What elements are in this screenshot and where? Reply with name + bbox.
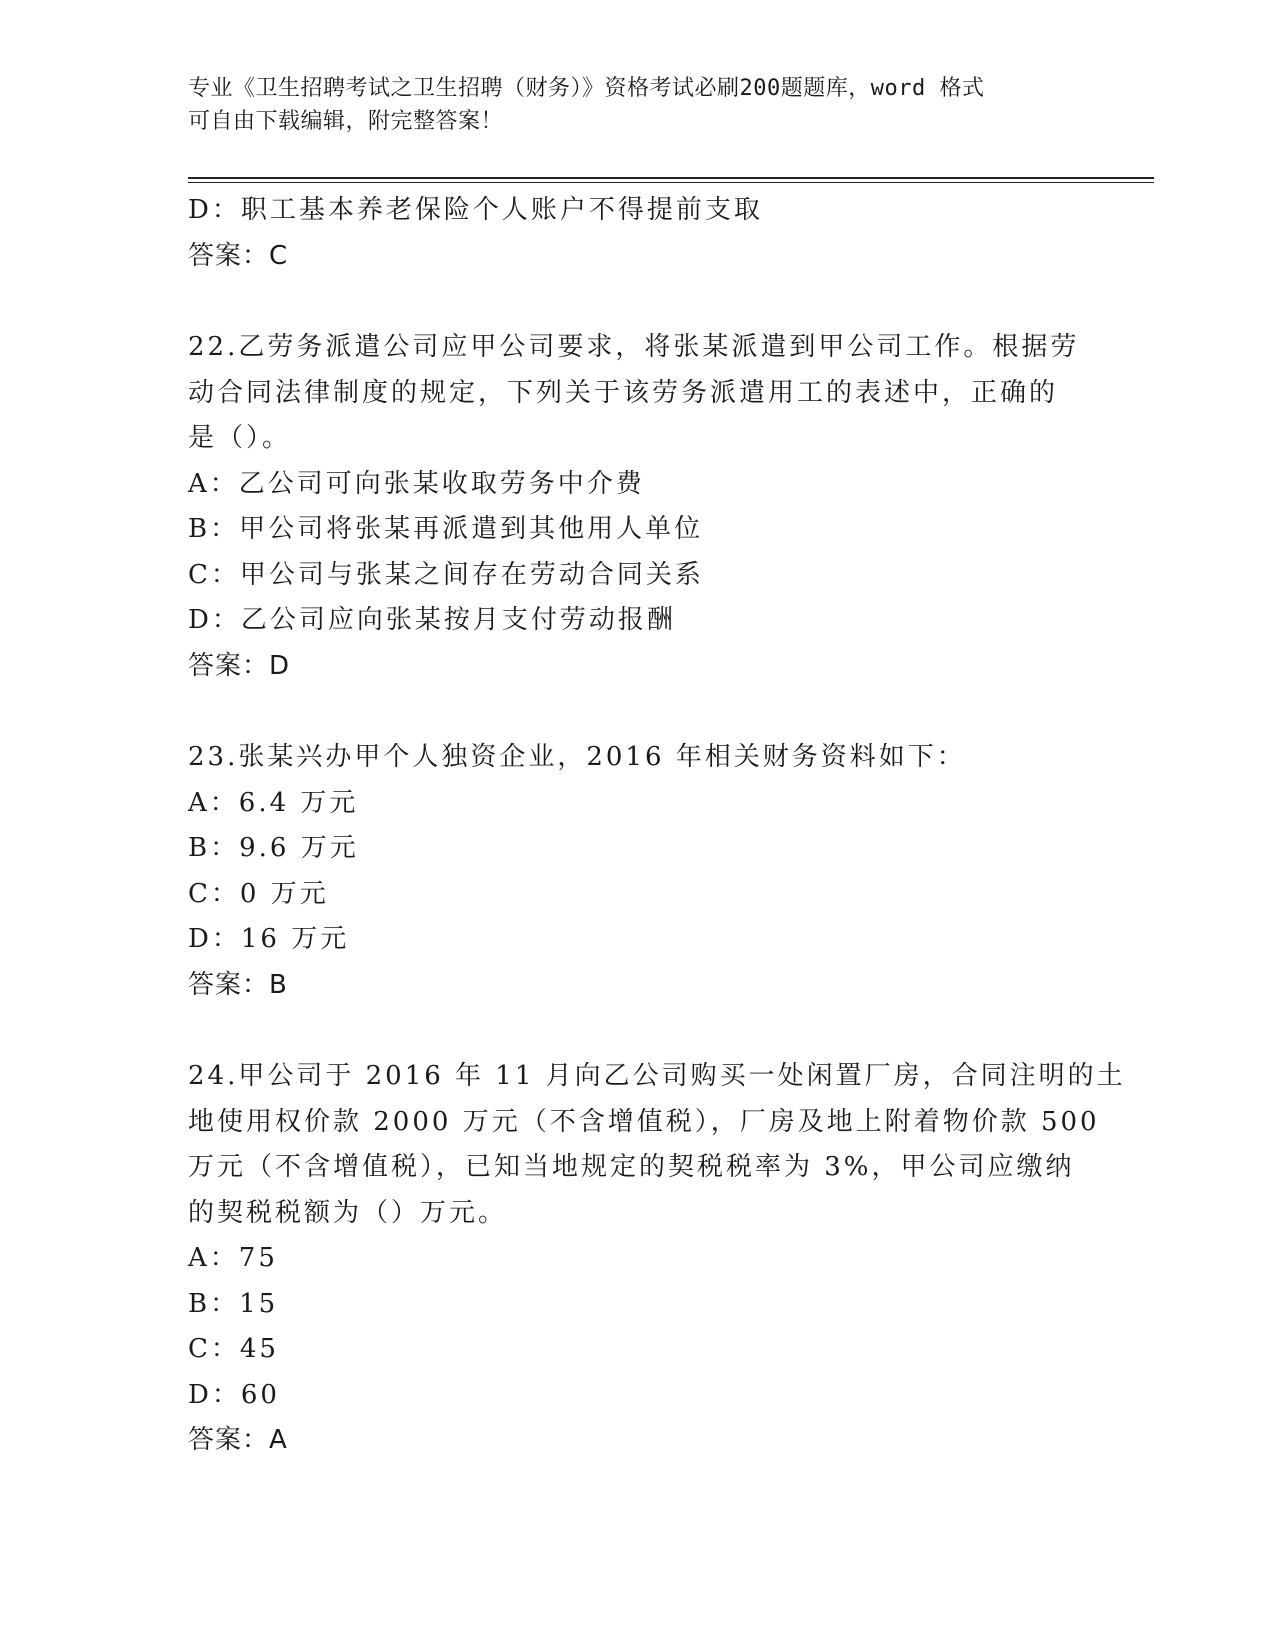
option-d: D：乙公司应向张某按月支付劳动报酬 <box>188 605 676 635</box>
question-stem-line: 动合同法律制度的规定，下列关于该劳务派遣用工的表述中，正确的 <box>188 377 1059 408</box>
option-c: C：0 万元 <box>188 878 329 909</box>
option-a: A：乙公司可向张某收取劳务中介费 <box>188 468 645 499</box>
question-stem-line: 的契税税额为（）万元。 <box>188 1197 508 1228</box>
option-d: D：16 万元 <box>188 924 350 954</box>
spacer <box>188 279 1088 325</box>
option-b: B：9.6 万元 <box>188 833 359 863</box>
spacer <box>188 1008 1088 1054</box>
question-stem-line: 23.张某兴办甲个人独资企业，2016 年相关财务资料如下： <box>188 742 966 772</box>
option-b: B：15 <box>188 1288 279 1319</box>
option-b: B：甲公司将张某再派遣到其他用人单位 <box>188 514 704 544</box>
option-d: D：职工基本养老保险个人账户不得提前支取 <box>188 195 763 225</box>
header-line-1: 专业《卫生招聘考试之卫生招聘（财务）》资格考试必刷200题题库，word 格式 <box>188 76 985 101</box>
option-a: A：75 <box>188 1243 278 1273</box>
question-stem-line: 是（）。 <box>188 423 292 453</box>
option-c: C：甲公司与张某之间存在劳动合同关系 <box>188 559 704 590</box>
answer-line: 答案：A <box>188 1425 288 1455</box>
question-stem-line: 22.乙劳务派遣公司应甲公司要求，将张某派遣到甲公司工作。根据劳 <box>188 332 1080 362</box>
header-line-2: 可自由下载编辑，附完整答案！ <box>188 109 504 134</box>
question-stem-line: 24.甲公司于 2016 年 11 月向乙公司购买一处闲置厂房，合同注明的土 <box>188 1061 1126 1091</box>
document-body <box>188 188 1126 1464</box>
question-24 <box>188 1054 1126 1464</box>
answer-line: 答案：C <box>188 240 289 271</box>
document-header <box>188 72 1088 138</box>
question-stem-line: 万元（不含增值税），已知当地规定的契税税率为 3%，甲公司应缴纳 <box>188 1152 1075 1182</box>
spacer <box>188 689 1088 735</box>
previous-question-tail <box>188 188 1088 279</box>
header-divider-thin <box>188 182 1154 183</box>
question-23 <box>188 735 1088 1008</box>
option-d: D：60 <box>188 1379 280 1410</box>
answer-line: 答案：D <box>188 650 291 681</box>
question-stem-line: 地使用权价款 2000 万元（不含增值税），厂房及地上附着物价款 500 <box>188 1106 1100 1137</box>
answer-line: 答案：B <box>188 969 288 1000</box>
option-a: A：6.4 万元 <box>188 787 359 818</box>
header-divider <box>188 177 1154 179</box>
option-c: C：45 <box>188 1334 279 1364</box>
question-22 <box>188 325 1088 689</box>
